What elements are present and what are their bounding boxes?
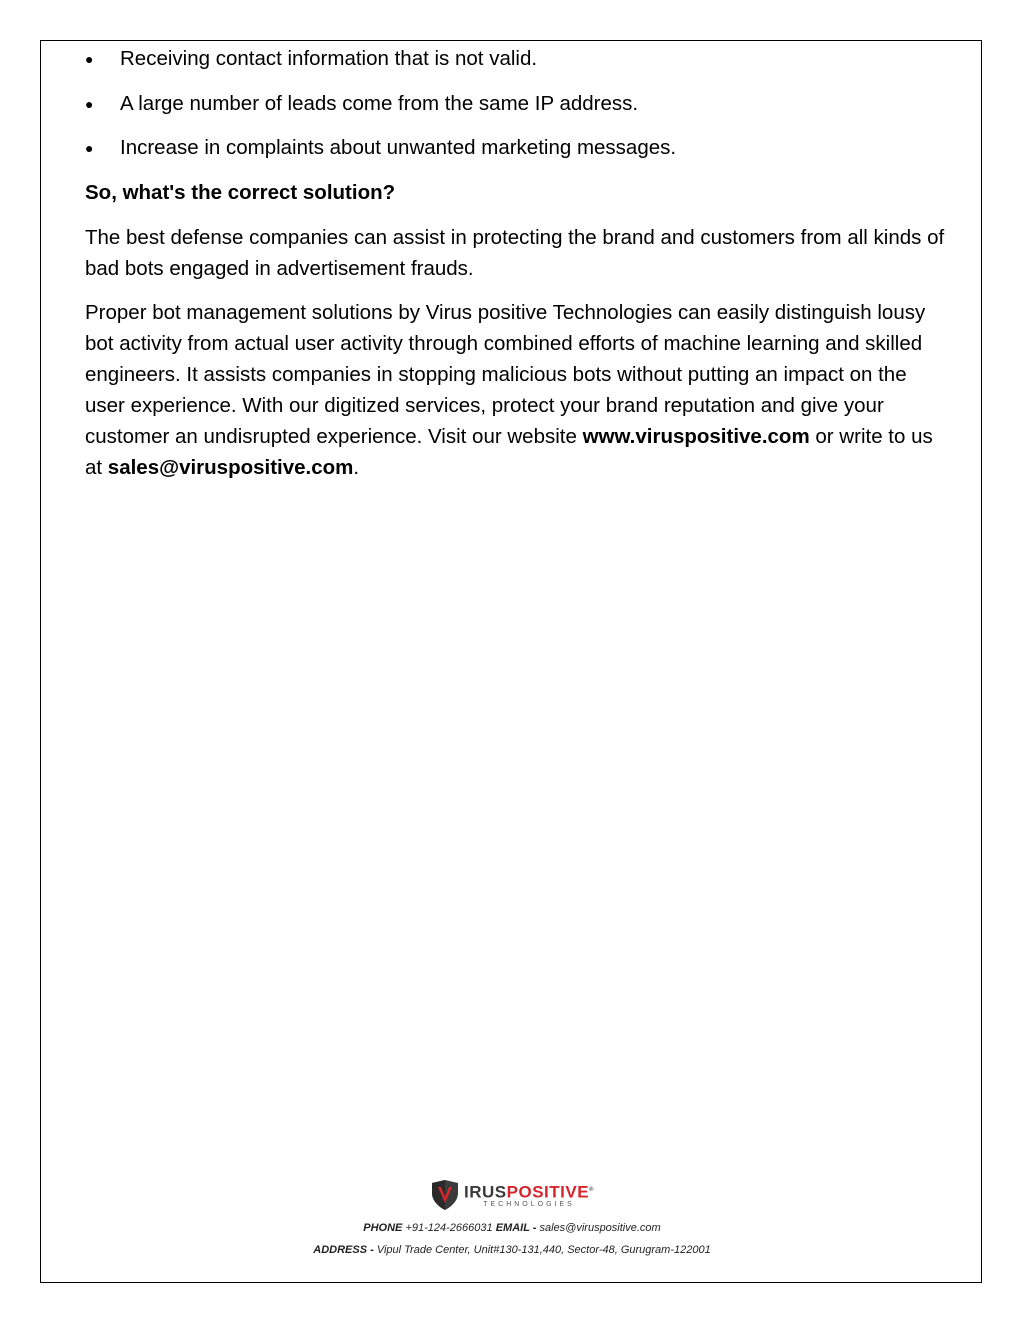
bullet-icon: ●	[85, 140, 94, 156]
page-footer	[0, 1178, 1024, 1258]
footer-contact: PHONE +91-124-2666031 EMAIL - sales@viruspositive.com	[363, 1222, 661, 1234]
footer-address: ADDRESS - Vipul Trade Center, Unit#130-131,440, Sector-48, Gurugram-122001	[313, 1244, 711, 1256]
email-link[interactable]: sales@viruspositive.com	[107, 455, 354, 479]
document-body	[85, 44, 945, 496]
paragraph-solution: Proper bot management solutions by Virus positive Technologies can easily distinguish lousy bot activity from actual user activity through combined efforts of machine learning and skilled engineers. It assists companies in stopping malicious bots without putting an impact on the user experience. With our digitized services, protect your brand reputation and give your customer an undisrupted experience. Visit our website www.viruspositive.com or write to us at sales@viruspositive.com.	[85, 300, 933, 479]
bullet-icon: ●	[85, 51, 94, 67]
bullet-list	[85, 44, 945, 178]
company-logo: IRUSPOSITIVE® TECHNOLOGIES	[430, 1178, 594, 1212]
section-heading: So, what's the correct solution?	[85, 180, 396, 204]
list-item: ● Receiving contact information that is not valid.	[85, 44, 945, 89]
list-item: ● Increase in complaints about unwanted marketing messages.	[85, 133, 945, 178]
footer-phone: +91-124-2666031	[402, 1222, 496, 1234]
paragraph-defense: The best defense companies can assist in protecting the brand and customers from all kinds of bad bots engaged in advertisement frauds.	[85, 225, 945, 280]
website-link[interactable]: www.viruspositive.com	[582, 424, 810, 448]
bullet-icon: ●	[85, 95, 94, 112]
list-item: ● A large number of leads come from the same IP address.	[85, 89, 945, 134]
shield-icon	[430, 1179, 460, 1211]
footer-email[interactable]: sales@viruspositive.com	[536, 1222, 661, 1234]
